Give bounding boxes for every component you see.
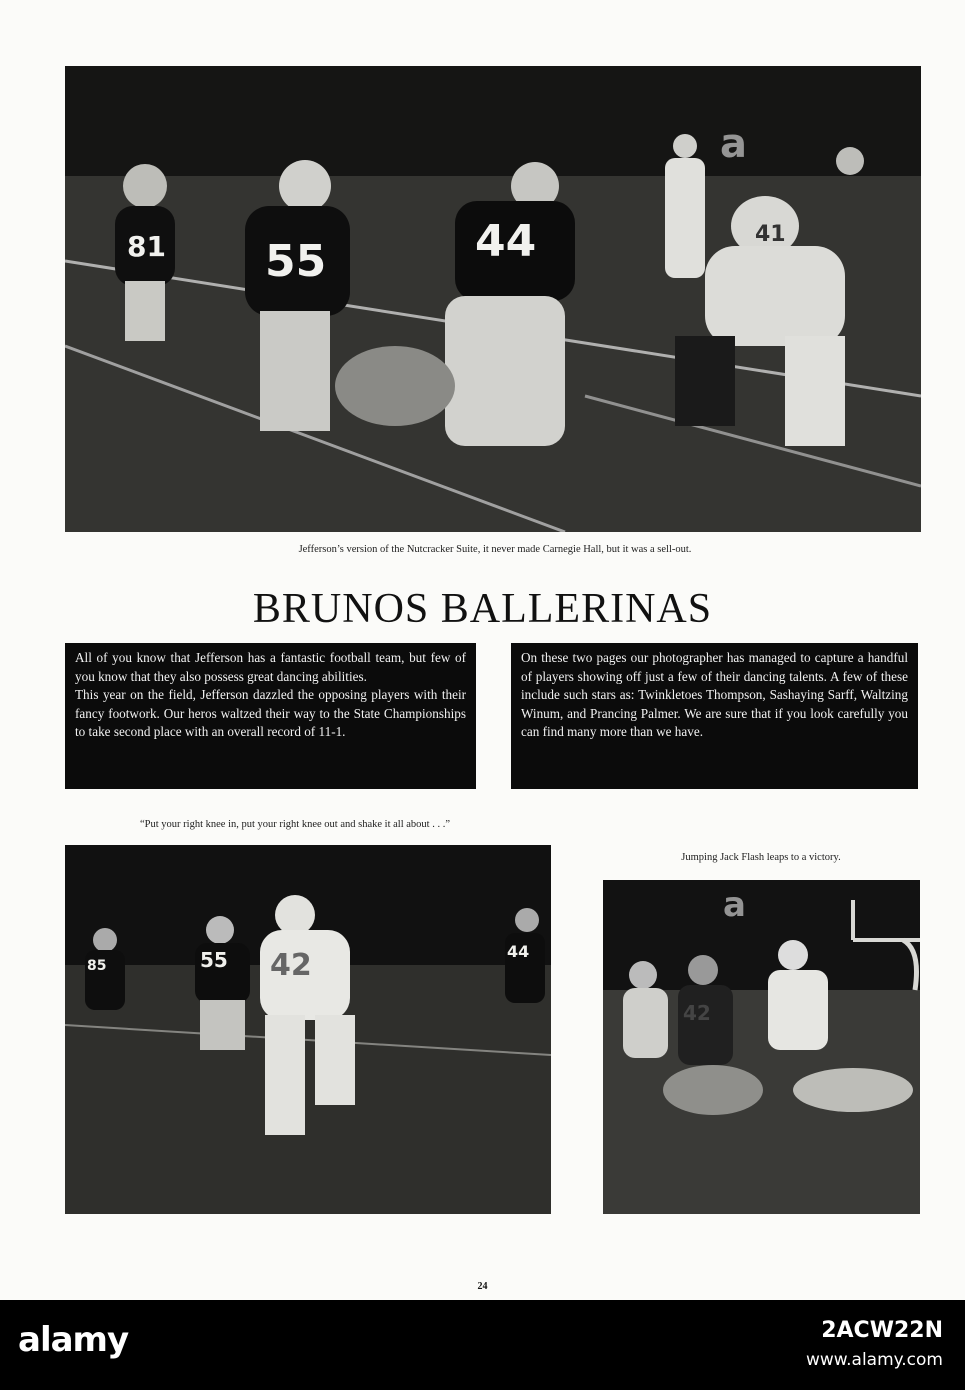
jersey-number: 55 <box>265 236 327 287</box>
bottom-left-photo-scene <box>65 845 551 1214</box>
top-photo-caption: Jefferson’s version of the Nutcracker Suite, it never made Carnegie Hall, but it was a sell-out. <box>298 544 692 555</box>
bottom-left-caption: “Put your right knee in, put your right knee out and shake it all about . . .” <box>140 819 450 830</box>
watermark-banner <box>0 1300 965 1390</box>
page-title: BRUNOS BALLERINAS <box>252 586 713 632</box>
bottom-right-photo-scene <box>603 880 920 1214</box>
jersey-number: 55 <box>200 948 228 972</box>
jersey-number: 44 <box>475 216 537 267</box>
left-text-paragraph: All of you know that Jefferson has a fantastic football team, but few of you know that they also possess great dancing abilities. <box>75 650 466 684</box>
page-number: 24 <box>477 1281 488 1292</box>
bottom-left-football-photo <box>65 845 551 1214</box>
jersey-number: 81 <box>127 230 166 263</box>
top-football-photo <box>65 66 921 532</box>
jersey-number: 85 <box>87 958 107 974</box>
alamy-watermark: a <box>720 121 747 167</box>
left-text-box <box>65 643 476 789</box>
alamy-watermark: a <box>723 885 746 925</box>
bottom-right-football-photo <box>603 880 920 1214</box>
jersey-number: 42 <box>270 948 312 983</box>
bottom-right-caption: Jumping Jack Flash leaps to a victory. <box>681 852 841 863</box>
jersey-number: 44 <box>507 942 530 961</box>
jersey-number: 42 <box>683 1001 711 1025</box>
site-url: www.alamy.com <box>805 1350 943 1370</box>
top-photo-scene <box>65 66 921 532</box>
right-text-box <box>511 643 918 789</box>
jersey-number: 41 <box>755 222 786 247</box>
left-text-paragraph: This year on the field, Jefferson dazzled the opposing players with their fancy footwork. Our heros waltzed their way to the State Championships to take second place with an overall record of 11-1. <box>75 687 466 739</box>
right-text-paragraph: On these two pages our photographer has managed to capture a handful of players showing off just a few of their dancing talents. A few of these include such stars as: Twinkletoes Thompson, Sashaying Sarff, Waltzing Winum, and Prancing Palmer. We are sure that if you look carefully you can find many more than we have. <box>521 650 908 739</box>
image-id: 2ACW22N <box>821 1318 943 1343</box>
brand-logo: alamy <box>18 1320 129 1360</box>
